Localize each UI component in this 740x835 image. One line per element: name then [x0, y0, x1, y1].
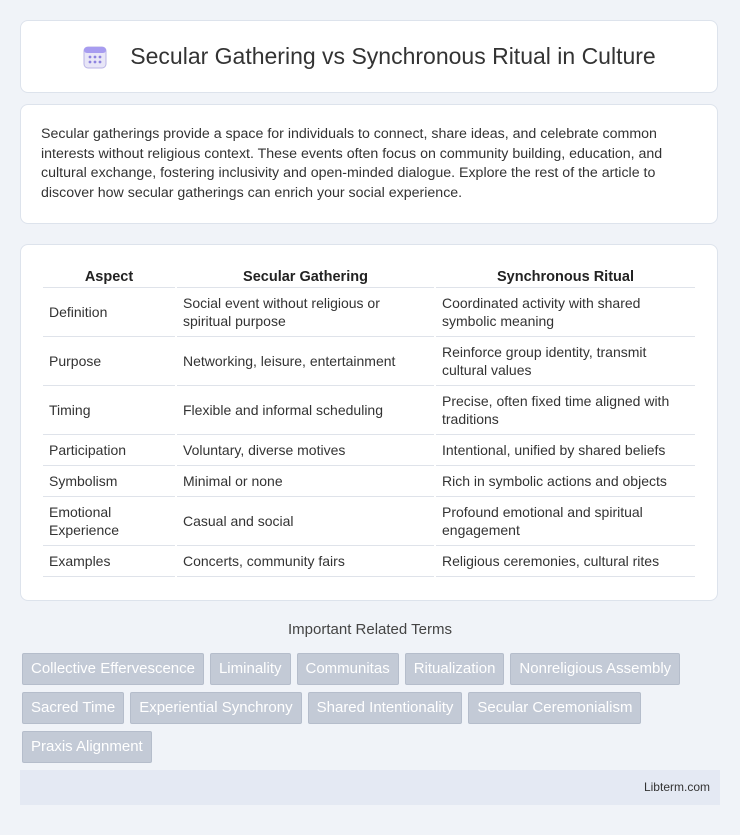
cell-ritual: Precise, often fixed time aligned with traditions	[436, 386, 695, 435]
table-row	[43, 546, 695, 577]
table-row	[43, 386, 695, 435]
title-card	[20, 20, 718, 93]
cell-aspect: Purpose	[43, 337, 175, 386]
cell-secular: Networking, leisure, entertainment	[177, 337, 434, 386]
cell-aspect: Timing	[43, 386, 175, 435]
tag-collective-effervescence[interactable]: Collective Effervescence	[22, 653, 204, 685]
cell-aspect: Participation	[43, 435, 175, 466]
cell-secular: Social event without religious or spiritual purpose	[177, 288, 434, 337]
cell-ritual: Reinforce group identity, transmit cultural values	[436, 337, 695, 386]
tag-praxis-alignment[interactable]: Praxis Alignment	[22, 731, 152, 763]
related-terms-list	[22, 653, 722, 763]
tag-communitas[interactable]: Communitas	[297, 653, 399, 685]
tag-experiential-synchrony[interactable]: Experiential Synchrony	[130, 692, 301, 724]
tag-secular-ceremonialism[interactable]: Secular Ceremonialism	[468, 692, 641, 724]
cell-aspect: Examples	[43, 546, 175, 577]
calendar-icon	[82, 44, 108, 70]
footer	[20, 770, 720, 805]
tag-ritualization[interactable]: Ritualization	[405, 653, 505, 685]
cell-secular: Concerts, community fairs	[177, 546, 434, 577]
page-title: Secular Gathering vs Synchronous Ritual in Culture	[130, 43, 656, 69]
comparison-card	[20, 244, 718, 601]
table-row	[43, 497, 695, 546]
cell-ritual: Rich in symbolic actions and objects	[436, 466, 695, 497]
tag-nonreligious-assembly[interactable]: Nonreligious Assembly	[510, 653, 680, 685]
cell-aspect: Definition	[43, 288, 175, 337]
table-row	[43, 337, 695, 386]
table-header-row	[43, 263, 695, 288]
related-terms-heading: Important Related Terms	[288, 621, 452, 638]
cell-aspect: Symbolism	[43, 466, 175, 497]
cell-aspect: Emotional Experience	[43, 497, 175, 546]
tag-shared-intentionality[interactable]: Shared Intentionality	[308, 692, 463, 724]
comparison-table	[41, 263, 697, 577]
cell-secular: Minimal or none	[177, 466, 434, 497]
header-synchronous-ritual: Synchronous Ritual	[436, 263, 695, 288]
cell-secular: Voluntary, diverse motives	[177, 435, 434, 466]
table-row	[43, 288, 695, 337]
header-secular-gathering: Secular Gathering	[177, 263, 434, 288]
cell-secular: Flexible and informal scheduling	[177, 386, 434, 435]
header-aspect: Aspect	[43, 263, 175, 288]
footer-site-link[interactable]: Libterm.com	[643, 780, 710, 794]
tag-liminality[interactable]: Liminality	[210, 653, 291, 685]
cell-secular: Casual and social	[177, 497, 434, 546]
intro-card	[20, 104, 718, 224]
cell-ritual: Coordinated activity with shared symbolic meaning	[436, 288, 695, 337]
cell-ritual: Profound emotional and spiritual engagement	[436, 497, 695, 546]
cell-ritual: Religious ceremonies, cultural rites	[436, 546, 695, 577]
cell-ritual: Intentional, unified by shared beliefs	[436, 435, 695, 466]
table-row	[43, 466, 695, 497]
tag-sacred-time[interactable]: Sacred Time	[22, 692, 124, 724]
intro-text: Secular gatherings provide a space for individuals to connect, share ideas, and celebrate common interests without religious context. These events often focus on community building, education, and cultural exchange, fostering inclusivity and open-minded dialogue. Explore the rest of the article to discover how secular gatherings can enrich your social experience.	[41, 126, 663, 201]
table-row	[43, 435, 695, 466]
